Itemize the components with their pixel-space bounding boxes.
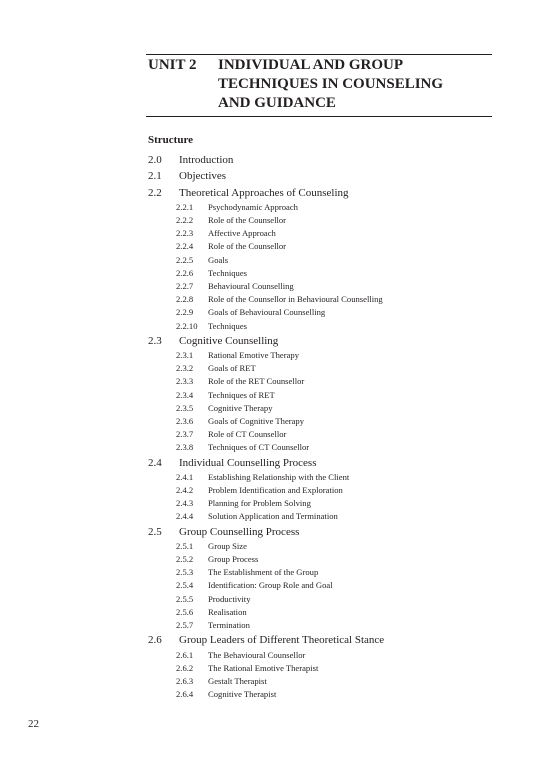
toc-section <box>148 524 498 540</box>
unit-title-line: TECHNIQUES IN COUNSELING <box>218 76 444 92</box>
toc-subsection-number: 2.5.5 <box>176 593 194 604</box>
toc-section-number: 2.4 <box>148 456 162 469</box>
toc-subsection-number: 2.3.5 <box>176 402 194 413</box>
toc-section <box>148 152 498 168</box>
toc-subsection <box>148 428 498 441</box>
toc-subsection <box>148 662 498 675</box>
toc-section <box>148 632 498 648</box>
toc-subsection-label: Techniques <box>208 267 248 278</box>
toc-subsection <box>148 201 498 214</box>
toc-subsection <box>148 227 498 240</box>
toc-subsection-label: Rational Emotive Therapy <box>208 350 300 361</box>
unit-title-line: AND GUIDANCE <box>218 95 336 111</box>
toc-subsection-number: 2.4.3 <box>176 498 194 509</box>
toc-subsection <box>148 320 498 333</box>
toc-subsection-number: 2.4.4 <box>176 511 194 522</box>
toc-subsection-number: 2.6.3 <box>176 675 194 686</box>
toc-subsection <box>148 280 498 293</box>
toc-section-number: 2.6 <box>148 634 162 647</box>
toc-section-number: 2.1 <box>148 170 162 183</box>
toc-subsection-number: 2.3.4 <box>176 389 194 400</box>
toc-subsection-number: 2.4.2 <box>176 485 194 496</box>
toc-subsection <box>148 675 498 688</box>
toc-subsection <box>148 349 498 362</box>
toc-subsection <box>148 375 498 388</box>
toc-subsection <box>148 579 498 592</box>
toc-subsection-label: Role of the RET Counsellor <box>208 376 305 387</box>
toc-subsection <box>148 362 498 375</box>
toc-subsection-number: 2.5.3 <box>176 567 194 578</box>
toc-subsection-label: Cognitive Therapy <box>208 402 273 413</box>
toc-subsection-number: 2.3.8 <box>176 442 194 453</box>
toc-section-label: Cognitive Counselling <box>179 334 279 347</box>
toc-subsection <box>148 214 498 227</box>
toc-subsection <box>148 540 498 553</box>
toc-subsection <box>148 484 498 497</box>
toc-subsection-number: 2.3.6 <box>176 416 194 426</box>
toc-subsection-number: 2.6.4 <box>176 689 194 700</box>
toc-subsection <box>148 240 498 253</box>
toc-subsection <box>148 688 498 701</box>
toc-subsection-number: 2.3.3 <box>176 376 194 387</box>
toc-section <box>148 333 498 349</box>
toc-subsection-number: 2.2.2 <box>176 215 194 226</box>
toc-subsection-number: 2.4.1 <box>176 471 194 482</box>
toc-subsection-label: Role of the Counsellor <box>208 241 287 252</box>
toc-subsection-label: Psychodynamic Approach <box>208 201 298 212</box>
toc-subsection-label: Techniques of RET <box>208 389 275 400</box>
toc-subsection <box>148 306 498 319</box>
toc-subsection-number: 2.2.1 <box>176 201 194 212</box>
toc-subsection <box>148 497 498 510</box>
toc-subsection-label: Establishing Relationship with the Client <box>208 471 350 482</box>
toc-subsection <box>148 402 498 415</box>
toc-subsection-label: Goals of RET <box>208 363 256 374</box>
toc-section <box>148 185 498 201</box>
toc-section-number: 2.5 <box>148 525 162 538</box>
toc-subsection-number: 2.3.2 <box>176 363 194 374</box>
toc-subsection <box>148 389 498 402</box>
toc-subsection-label: Techniques <box>208 320 248 331</box>
toc-section-label: Objectives <box>179 170 227 183</box>
toc-section-label: Introduction <box>179 154 234 166</box>
toc-subsection-number: 2.2.7 <box>176 281 194 292</box>
toc-subsection-number: 2.2.9 <box>176 307 194 318</box>
toc-subsection-label: Techniques of CT Counsellor <box>208 442 310 453</box>
toc-subsection-number: 2.5.7 <box>176 620 194 631</box>
toc-subsection-label: Goals of Behavioural Counselling <box>208 307 326 318</box>
toc-subsection-label: Productivity <box>208 593 251 604</box>
unit-label: UNIT 2 <box>148 57 197 73</box>
unit-title <box>218 56 443 113</box>
toc-subsection-number: 2.2.6 <box>176 267 194 278</box>
page-number: 22 <box>28 718 39 730</box>
toc-subsection-number: 2.6.1 <box>176 649 194 660</box>
header-bottom-rule <box>146 116 492 117</box>
unit-title-line: INDIVIDUAL AND GROUP <box>218 57 404 73</box>
toc-subsection-label: The Behavioural Counsellor <box>208 649 306 660</box>
toc-subsection <box>148 254 498 267</box>
toc-subsection-number: 2.3.1 <box>176 350 194 361</box>
toc-section-label: Group Leaders of Different Theoretical Stance <box>179 634 385 647</box>
toc-subsection <box>148 293 498 306</box>
toc-subsection <box>148 649 498 662</box>
toc-subsection <box>148 441 498 454</box>
toc-subsection-number: 2.2.5 <box>176 254 194 265</box>
toc-subsection-label: Planning for Problem Solving <box>208 498 311 509</box>
toc-subsection <box>148 593 498 606</box>
toc-subsection-number: 2.5.1 <box>176 540 194 551</box>
toc-subsection-label: Affective Approach <box>208 228 276 239</box>
toc-section <box>148 168 498 184</box>
toc-subsection-number: 2.2.4 <box>176 241 194 252</box>
toc-subsection-label: Goals of Cognitive Therapy <box>208 416 305 426</box>
toc-subsection-label: The Establishment of the Group <box>208 567 319 578</box>
table-of-contents <box>148 152 498 701</box>
toc-section-number: 2.0 <box>148 154 162 166</box>
toc-section-label: Group Counselling Process <box>179 525 300 538</box>
toc-subsection-label: Role of CT Counsellor <box>208 429 287 440</box>
toc-subsection-label: Gestalt Therapist <box>208 675 267 686</box>
toc-subsection-number: 2.2.8 <box>176 294 194 305</box>
structure-heading: Structure <box>148 134 194 146</box>
toc-subsection-number: 2.2.10 <box>176 320 198 331</box>
toc-subsection-label: Problem Identification and Exploration <box>208 485 343 496</box>
toc-subsection-label: Group Size <box>208 540 247 551</box>
toc-subsection <box>148 510 498 523</box>
toc-subsection <box>148 619 498 632</box>
toc-subsection-label: Role of the Counsellor in Behavioural Counselling <box>208 294 383 305</box>
toc-subsection-label: Termination <box>208 620 250 631</box>
toc-subsection-number: 2.2.3 <box>176 228 194 239</box>
toc-subsection-number: 2.5.4 <box>176 580 194 591</box>
toc-subsection <box>148 553 498 566</box>
toc-subsection-number: 2.3.7 <box>176 429 194 440</box>
toc-subsection <box>148 415 498 428</box>
toc-subsection-label: Solution Application and Termination <box>208 511 338 522</box>
toc-subsection <box>148 566 498 579</box>
toc-section-number: 2.3 <box>148 334 162 347</box>
toc-subsection <box>148 606 498 619</box>
toc-section-number: 2.2 <box>148 186 162 199</box>
toc-subsection <box>148 471 498 484</box>
header-top-rule <box>146 54 492 55</box>
toc-subsection <box>148 267 498 280</box>
toc-subsection-label: Role of the Counsellor <box>208 215 287 226</box>
toc-section-label: Theoretical Approaches of Counseling <box>179 186 349 199</box>
toc-subsection-label: Identification: Group Role and Goal <box>208 580 333 591</box>
toc-section <box>148 455 498 471</box>
toc-subsection-label: The Rational Emotive Therapist <box>208 662 319 673</box>
toc-section-label: Individual Counselling Process <box>179 456 317 469</box>
toc-subsection-number: 2.5.2 <box>176 554 194 565</box>
toc-subsection-number: 2.5.6 <box>176 606 194 617</box>
toc-subsection-label: Goals <box>208 254 229 265</box>
toc-subsection-label: Group Process <box>208 554 259 565</box>
toc-subsection-label: Realisation <box>208 606 247 617</box>
toc-subsection-label: Cognitive Therapist <box>208 689 277 700</box>
toc-subsection-number: 2.6.2 <box>176 662 194 673</box>
toc-subsection-label: Behavioural Counselling <box>208 281 294 292</box>
